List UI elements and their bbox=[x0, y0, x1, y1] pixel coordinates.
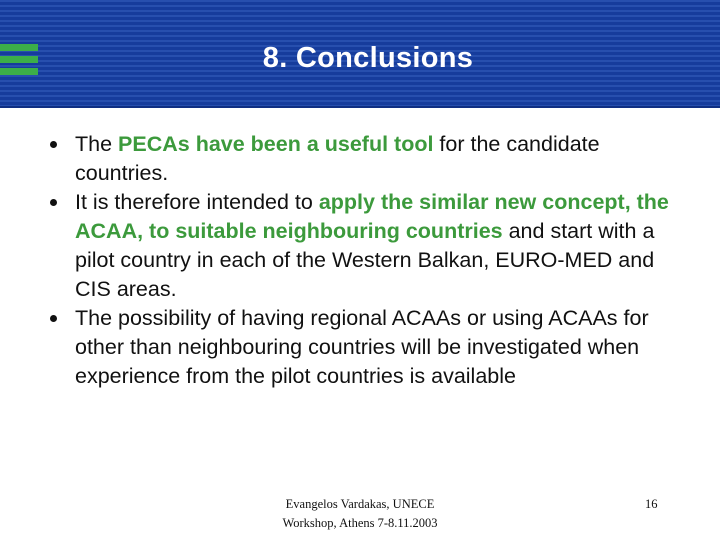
bullet-item bbox=[48, 130, 688, 188]
bullet-highlight: apply the similar new concept, the ACAA, to suitable neighbouring countries bbox=[75, 190, 669, 243]
bullet-dot-icon bbox=[50, 315, 57, 322]
bullet-text: The possibility of having regional ACAAs or using ACAAs for other than neighbouring countries will be investigated when experience from the pilot countries is available bbox=[75, 306, 649, 388]
bullet-text: It is therefore intended to bbox=[75, 190, 319, 214]
bullet-text: The bbox=[75, 132, 119, 156]
bullet-item bbox=[48, 304, 688, 391]
page-number: 16 bbox=[645, 497, 658, 511]
footer-event: Workshop, Athens 7-8.11.2003 bbox=[282, 516, 438, 530]
bullet-list bbox=[48, 130, 688, 391]
bullet-dot-icon bbox=[50, 199, 57, 206]
title-banner bbox=[0, 0, 720, 108]
slide-title: 8. Conclusions bbox=[262, 42, 474, 74]
footer bbox=[230, 495, 490, 533]
bullet-text: and start with a pilot country in each of the Western Balkan, EURO-MED and CIS areas. bbox=[75, 219, 655, 301]
bullet-highlight: PECAs have been a useful tool bbox=[118, 132, 434, 156]
banner-bottom-rule bbox=[0, 106, 720, 108]
bullet-text: for the candidate countries. bbox=[75, 132, 600, 185]
bullet-item bbox=[48, 188, 688, 304]
footer-author: Evangelos Vardakas, UNECE bbox=[285, 497, 435, 511]
bullet-dot-icon bbox=[50, 141, 57, 148]
